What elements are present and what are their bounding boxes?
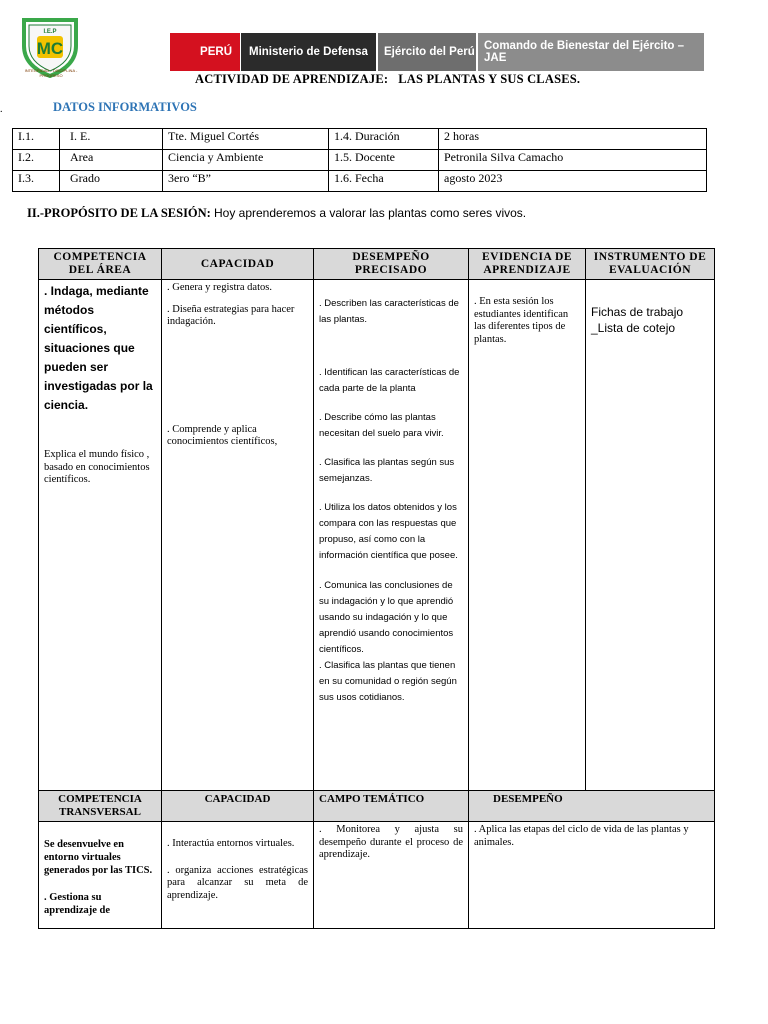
info-label: Grado	[60, 171, 163, 192]
evidencia-text: . En esta sesión los estudiantes identifican las diferentes tipos de plantas.	[474, 296, 569, 345]
info-value2: agosto 2023	[439, 171, 707, 192]
instrumento-line1: Fichas de trabajo	[591, 305, 684, 319]
capacidad-cell	[162, 280, 314, 791]
proposito-label: II.-PROPÓSITO DE LA SESIÓN:	[27, 206, 211, 220]
logo-top-text: I.E.P	[43, 29, 57, 35]
table-row	[39, 280, 715, 791]
transversal-capacidad-2: . organiza acciones estratégicas para alcanzar su meta de aprendizaje.	[167, 864, 308, 901]
instrumento-line2: _Lista de cotejo	[591, 321, 676, 335]
table-row	[13, 171, 707, 192]
info-value2: 2 horas	[439, 129, 707, 150]
info-num: I.3.	[13, 171, 60, 192]
info-value: 3ero “B”	[163, 171, 329, 192]
desempeno-item: . Comunica las conclusiones de su indagación y lo que aprendió usando su indagación y lo que aprendió usando conocimientos científicos.	[319, 580, 454, 655]
evidencia-cell	[469, 280, 586, 791]
desempeno-item: . Utiliza los datos obtenidos y los compara con las respuestas que propuso, así como con la información científica que posee.	[319, 502, 458, 561]
info-num: I.1.	[13, 129, 60, 150]
info-label: I. E.	[60, 129, 163, 150]
desempeno-item: . Describe cómo las plantas necesitan del suelo para vivir.	[319, 412, 444, 439]
desempeno-cell	[314, 280, 469, 791]
instrumento-cell	[586, 280, 715, 791]
activity-topic: LAS PLANTAS Y SUS CLASES.	[398, 72, 581, 86]
transversal-desempeno: . Aplica las etapas del ciclo de vida de las plantas y animales.	[474, 824, 689, 848]
transversal-competencia-2: . Gestiona su aprendizaje de	[44, 892, 111, 916]
info-value2: Petronila Silva Camacho	[439, 150, 707, 171]
competencia-explica: Explica el mundo físico , basado en conocimientos científicos.	[44, 449, 150, 485]
competencia-indaga: . Indaga, mediante métodos científicos, situaciones que pueden ser investigadas por la ciencia.	[44, 284, 153, 412]
header-row	[39, 249, 715, 280]
header-capacidad: CAPACIDAD	[162, 249, 314, 280]
header-evidencia: EVIDENCIA DE APRENDIZAJE	[469, 249, 586, 280]
activity-title	[195, 72, 580, 87]
banner-ejercito: Ejército del Perú	[376, 33, 476, 71]
transversal-campo: . Monitorea y ajusta su desempeño durante el proceso de aprendizaje.	[319, 824, 463, 860]
desempeno-item: . Identifican las características de cada parte de la planta	[319, 367, 460, 394]
banner-ministerio: Ministerio de Defensa	[240, 33, 376, 71]
info-num: I.2.	[13, 150, 60, 171]
header-competencia: COMPETENCIA DEL ÁREA	[39, 249, 162, 280]
capacidad-item: . Genera y registra datos.	[167, 282, 272, 293]
transversal-capacidad-1: . Interactúa entornos virtuales.	[167, 838, 295, 849]
header-instrumento: INSTRUMENTO DE EVALUACIÓN	[586, 249, 715, 280]
logo-caption: INTEGRIDAD - DISCIPLINA - PROGRESO	[24, 68, 78, 78]
section-title-datos: DATOS INFORMATIVOS	[53, 100, 197, 114]
proposito-text: Hoy aprenderemos a valorar las plantas como seres vivos.	[213, 206, 527, 220]
main-table	[38, 248, 715, 929]
header-campo-tematico: CAMPO TEMÁTICO	[314, 791, 469, 822]
table-row	[39, 822, 715, 929]
header-capacidad-transversal: CAPACIDAD	[162, 791, 314, 822]
info-label2: 1.4. Duración	[329, 129, 439, 150]
svg-text:MC: MC	[36, 39, 64, 58]
table-row	[13, 150, 707, 171]
desempeno-item: . Clasifica las plantas según sus semejanzas.	[319, 457, 455, 484]
capacidad-item: . Comprende y aplica conocimientos científicos,	[167, 423, 278, 447]
desempeno-item: . Clasifica las plantas que tienen en su comunidad o región según sus usos cotidianos.	[319, 660, 457, 703]
competencia-cell	[39, 280, 162, 791]
section-bullet: .	[0, 104, 3, 115]
header-desempeno-transversal: DESEMPEÑO	[469, 791, 715, 822]
info-label2: 1.5. Docente	[329, 150, 439, 171]
transversal-header-row	[39, 791, 715, 822]
info-value: Ciencia y Ambiente	[163, 150, 329, 171]
header-desempeno: DESEMPEÑO PRECISADO	[314, 249, 469, 280]
info-table	[12, 128, 707, 192]
info-label: Area	[60, 150, 163, 171]
transversal-capacidad-cell	[162, 822, 314, 929]
transversal-competencia-1: Se desenvuelve en entorno virtuales generados por las TICS.	[44, 839, 153, 876]
desempeno-item: . Describen las características de las plantas.	[319, 298, 459, 325]
table-row	[13, 129, 707, 150]
transversal-competencia-cell	[39, 822, 162, 929]
proposito	[27, 206, 526, 221]
banner-peru: PERÚ	[170, 33, 240, 71]
info-label2: 1.6. Fecha	[329, 171, 439, 192]
banner-comando: Comando de Bienestar del Ejército – JAE	[476, 33, 704, 71]
info-value: Tte. Miguel Cortés	[163, 129, 329, 150]
capacidad-item: . Diseña estrategias para hacer indagación.	[167, 303, 295, 327]
transversal-campo-cell	[314, 822, 469, 929]
header-competencia-transversal: COMPETENCIA TRANSVERSAL	[39, 791, 162, 822]
activity-prefix: ACTIVIDAD DE APRENDIZAJE:	[195, 72, 389, 86]
government-banner	[170, 33, 704, 71]
transversal-desempeno-cell	[469, 822, 715, 929]
